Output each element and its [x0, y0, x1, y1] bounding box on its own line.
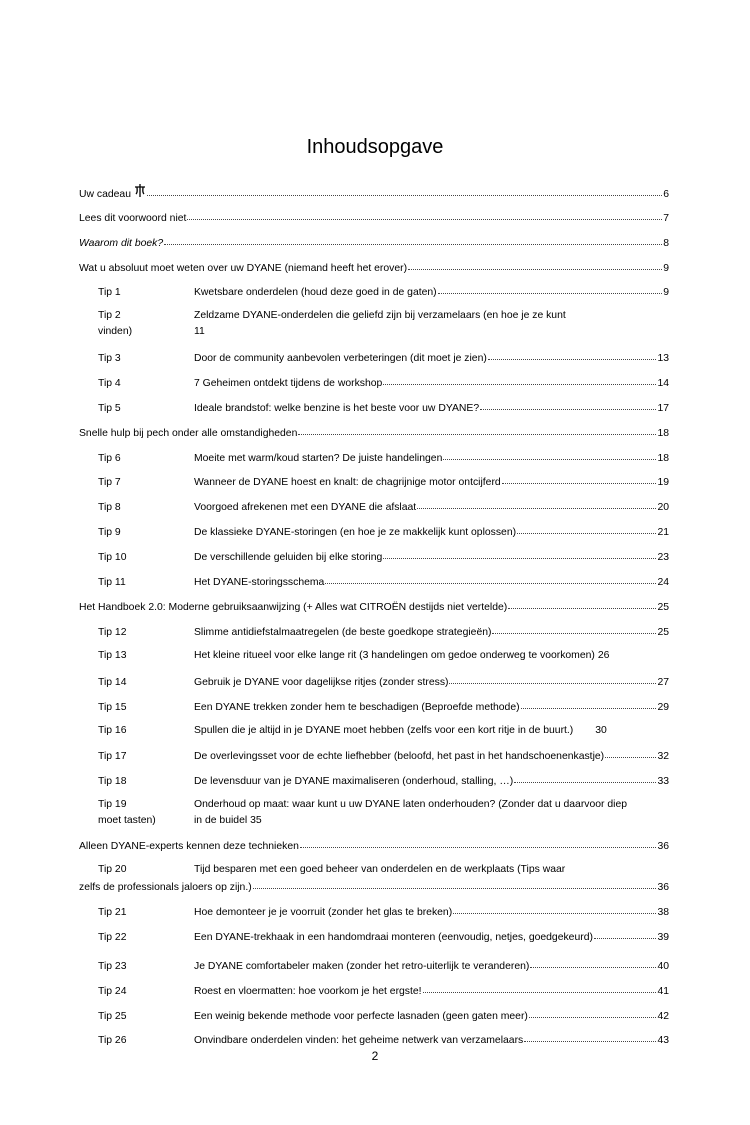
toc-tip-3[interactable] — [79, 350, 669, 364]
dot-leader — [594, 928, 656, 939]
toc-tip-5[interactable] — [79, 400, 669, 414]
toc-entry-voorwoord[interactable] — [79, 210, 669, 224]
dot-leader — [423, 982, 657, 993]
tip-text: Door de community aanbevolen verbeteringen (dit moet je zien) — [194, 353, 487, 364]
dot-leader — [443, 449, 656, 460]
tip-text: Wanneer de DYANE hoest en knalt: de chagrijnige motor ontcijferd — [194, 477, 501, 488]
toc-tip-8[interactable] — [79, 499, 669, 513]
toc-tip-17[interactable] — [79, 748, 669, 762]
toc-tip-15[interactable] — [79, 699, 669, 713]
gift-icon — [134, 184, 146, 197]
toc-page-number: 18 — [657, 453, 669, 464]
toc-page-number: 43 — [657, 1035, 669, 1046]
tip-text: Spullen die je altijd in je DYANE moet hebben (zelfs voor een kort ritje in de buurt.) — [194, 725, 574, 736]
toc-entry-cadeau[interactable] — [79, 184, 669, 198]
toc-page-number: 19 — [657, 477, 669, 488]
tip-label: Tip 4 — [98, 378, 121, 389]
tip-label: Tip 10 — [98, 552, 127, 563]
toc-page-number: 30 — [595, 725, 607, 736]
toc-section-4[interactable] — [79, 838, 669, 852]
tip-text: Tijd besparen met een goed beheer van onderdelen en de werkplaats (Tips waar — [194, 864, 566, 875]
toc-page-number: 36 — [657, 882, 669, 893]
tip-text: Zeldzame DYANE-onderdelen die geliefd zijn bij verzamelaars (en hoe je ze kunt — [194, 310, 566, 321]
toc-page-number: 9 — [663, 263, 669, 274]
toc-page-number: 9 — [663, 287, 669, 298]
tip-text: Het DYANE-storingsschema — [194, 577, 325, 588]
toc-page-number: 29 — [657, 702, 669, 713]
toc-page-number: 25 — [657, 602, 669, 613]
toc-page-number: 17 — [657, 403, 669, 414]
toc-tip-13[interactable] — [79, 649, 669, 663]
toc-section-3[interactable] — [79, 599, 669, 613]
toc-tip-26[interactable] — [79, 1032, 669, 1046]
page-title: Inhoudsopgave — [306, 136, 444, 158]
toc-tip-4[interactable] — [79, 375, 669, 389]
toc-page-number: 35 — [250, 815, 262, 826]
toc-section-1[interactable] — [79, 260, 669, 274]
toc-page-number: 18 — [657, 428, 669, 439]
tip-label: Tip 25 — [98, 1011, 127, 1022]
toc-entry-waarom[interactable] — [79, 235, 669, 249]
dot-leader — [449, 673, 656, 684]
toc-page-number: 7 — [663, 213, 669, 224]
toc-page-number: 13 — [657, 353, 669, 364]
toc-section-text: Alleen DYANE-experts kennen deze technieken — [79, 841, 299, 852]
toc-section-text: Snelle hulp bij pech onder alle omstandigheden — [79, 428, 298, 439]
tip-label: Tip 1 — [98, 287, 121, 298]
tip-label: Tip 17 — [98, 751, 127, 762]
toc-tip-16[interactable] — [79, 724, 669, 738]
dot-leader — [492, 623, 656, 634]
dot-leader — [521, 698, 657, 709]
dot-leader — [253, 878, 657, 889]
toc-page-number: 24 — [657, 577, 669, 588]
page-number: 2 — [371, 1049, 379, 1063]
tip-label: Tip 19 — [98, 799, 127, 810]
dot-leader — [529, 1007, 657, 1018]
toc-page-number: 6 — [663, 189, 669, 200]
toc-tip-6[interactable] — [79, 450, 669, 464]
tip-text-continued: in de buidel — [194, 815, 248, 826]
dot-leader — [453, 903, 656, 914]
tip-text: Hoe demonteer je je voorruit (zonder het glas te breken) — [194, 907, 453, 918]
dot-leader — [530, 957, 656, 968]
dot-leader — [417, 498, 656, 509]
toc-tip-25[interactable] — [79, 1008, 669, 1022]
toc-page-number: 20 — [657, 502, 669, 513]
toc-tip-11[interactable] — [79, 574, 669, 588]
tip-label: Tip 6 — [98, 453, 121, 464]
toc-page-number: 42 — [657, 1011, 669, 1022]
toc-page-number: 23 — [657, 552, 669, 563]
toc-entry-text: Waarom dit boek? — [79, 238, 164, 249]
toc-tip-18[interactable] — [79, 773, 669, 787]
dot-leader — [298, 424, 656, 435]
toc-page-number: 36 — [657, 841, 669, 852]
dot-leader — [517, 523, 656, 534]
toc-section-text: Wat u absoluut moet weten over uw DYANE (niemand heeft het erover) — [79, 263, 408, 274]
tip-label: Tip 11 — [98, 577, 126, 588]
tip-text: Slimme antidiefstalmaatregelen (de beste goedkope strategieën) — [194, 627, 492, 638]
toc-page-number: 27 — [657, 677, 669, 688]
dot-leader — [480, 399, 656, 410]
tip-text: Je DYANE comfortabeler maken (zonder het retro-uiterlijk te veranderen) — [194, 961, 530, 972]
dot-leader — [524, 1031, 656, 1042]
tip-text: De klassieke DYANE-storingen (en hoe je ze makkelijk kunt oplossen) — [194, 527, 517, 538]
tip-text: Onderhoud op maat: waar kunt u uw DYANE laten onderhouden? (Zonder dat u daarvoor diep — [194, 799, 628, 810]
dot-leader — [438, 283, 663, 294]
tip-label-continued: moet tasten) — [98, 815, 156, 826]
dot-leader — [605, 747, 656, 758]
toc-tip-2[interactable] — [79, 309, 669, 339]
toc-page-number: 33 — [657, 776, 669, 787]
dot-leader — [325, 573, 656, 584]
toc-page-number: 14 — [657, 378, 669, 389]
tip-label: Tip 26 — [98, 1035, 127, 1046]
toc-section-2[interactable] — [79, 425, 669, 439]
toc-page-number: 32 — [657, 751, 669, 762]
tip-label: Tip 23 — [98, 961, 127, 972]
toc-tip-9[interactable] — [79, 524, 669, 538]
toc-tip-1[interactable] — [79, 284, 669, 298]
tip-text: Een DYANE-trekhaak in een handomdraai monteren (eenvoudig, netjes, goedgekeurd) — [194, 932, 593, 943]
toc-tip-14[interactable] — [79, 674, 669, 688]
toc-page-number: 26 — [597, 650, 610, 661]
toc-tip-24[interactable] — [79, 983, 669, 997]
toc-tip-10[interactable] — [79, 549, 669, 563]
tip-text-continued: zelfs de professionals jaloers op zijn.) — [79, 882, 252, 893]
tip-label: Tip 14 — [98, 677, 127, 688]
dot-leader — [408, 259, 662, 270]
toc-entry-text: Uw cadeau — [79, 189, 131, 200]
toc-page-number: 41 — [657, 986, 669, 997]
toc-entry-text: Lees dit voorwoord niet — [79, 213, 187, 224]
tip-text: De verschillende geluiden bij elke storing — [194, 552, 383, 563]
tip-label: Tip 3 — [98, 353, 121, 364]
tip-text: Moeite met warm/koud starten? De juiste handelingen — [194, 453, 443, 464]
tip-text: 7 Geheimen ontdekt tijdens de workshop — [194, 378, 383, 389]
dot-leader — [300, 837, 657, 848]
tip-label-continued: vinden) — [98, 326, 133, 337]
dot-leader — [514, 772, 656, 783]
dot-leader — [383, 548, 656, 559]
dot-leader — [502, 473, 657, 484]
toc-section-text: Het Handboek 2.0: Moderne gebruiksaanwijzing (+ Alles wat CITROËN destijds niet vertelde) — [79, 602, 508, 613]
tip-label: Tip 13 — [98, 650, 127, 661]
toc-page-number: 11 — [194, 326, 205, 337]
dot-leader — [488, 349, 657, 360]
toc-page-number: 25 — [657, 627, 669, 638]
toc-tip-23[interactable] — [79, 958, 669, 972]
tip-text: Het kleine ritueel voor elke lange rit (3 handelingen om gedoe onderweg te voorkomen) — [194, 650, 595, 661]
tip-label: Tip 22 — [98, 932, 127, 943]
dot-leader — [508, 598, 656, 609]
toc-page-number: 40 — [657, 961, 669, 972]
tip-label: Tip 21 — [98, 907, 127, 918]
tip-label: Tip 8 — [98, 502, 121, 513]
toc-tip-12[interactable] — [79, 624, 669, 638]
tip-text: De levensduur van je DYANE maximaliseren (onderhoud, stalling, …) — [194, 776, 514, 787]
tip-label: Tip 9 — [98, 527, 121, 538]
dot-leader — [164, 234, 662, 245]
dot-leader — [383, 374, 656, 385]
dot-leader — [147, 185, 662, 196]
tip-label: Tip 2 — [98, 310, 121, 321]
toc-tip-22[interactable] — [79, 929, 669, 943]
toc-page-number: 8 — [663, 238, 669, 249]
tip-text: Kwetsbare onderdelen (houd deze goed in de gaten) — [194, 287, 437, 298]
tip-text: Voorgoed afrekenen met een DYANE die afslaat — [194, 502, 417, 513]
tip-label: Tip 12 — [98, 627, 127, 638]
tip-label: Tip 5 — [98, 403, 121, 414]
toc-page-number: 38 — [657, 907, 669, 918]
tip-text: De overlevingsset voor de echte liefhebber (beloofd, het past in het handschoenenkastje) — [194, 751, 605, 762]
tip-label: Tip 20 — [98, 864, 127, 875]
toc-tip-20[interactable] — [79, 863, 669, 893]
tip-text: Een DYANE trekken zonder hem te beschadigen (Beproefde methode) — [194, 702, 520, 713]
tip-label: Tip 24 — [98, 986, 127, 997]
toc-tip-7[interactable] — [79, 474, 669, 488]
tip-text: Onvindbare onderdelen vinden: het geheime netwerk van verzamelaars — [194, 1035, 524, 1046]
dot-leader — [187, 209, 662, 220]
tip-label: Tip 15 — [98, 702, 127, 713]
tip-text: Een weinig bekende methode voor perfecte lasnaden (geen gaten meer) — [194, 1011, 528, 1022]
tip-text: Ideale brandstof: welke benzine is het beste voor uw DYANE? — [194, 403, 480, 414]
toc-tip-19[interactable] — [79, 798, 669, 828]
toc-page-number: 39 — [657, 932, 669, 943]
tip-label: Tip 16 — [98, 725, 127, 736]
toc-page-number: 21 — [657, 527, 669, 538]
tip-label: Tip 18 — [98, 776, 127, 787]
tip-label: Tip 7 — [98, 477, 121, 488]
tip-text: Roest en vloermatten: hoe voorkom je het ergste! — [194, 986, 422, 997]
tip-text: Gebruik je DYANE voor dagelijkse ritjes (zonder stress) — [194, 677, 449, 688]
toc-tip-21[interactable] — [79, 904, 669, 918]
